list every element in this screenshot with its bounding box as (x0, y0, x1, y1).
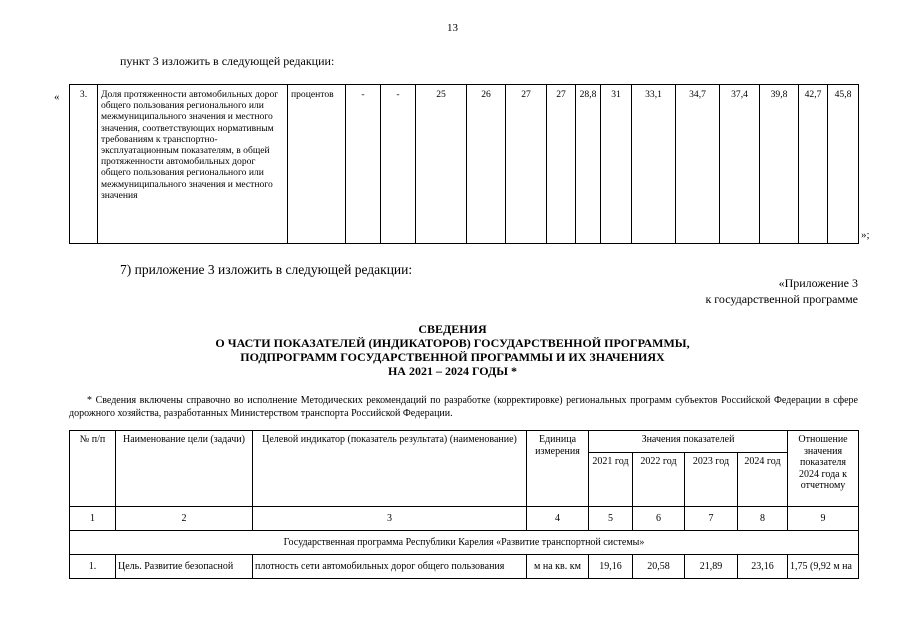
opening-quote: « (54, 91, 60, 103)
value-cell: 28,8 (576, 85, 601, 244)
appendix-label: «Приложение 3 (778, 276, 858, 290)
value-cell: 31 (601, 85, 632, 244)
col-number: 5 (589, 507, 633, 531)
page-number: 13 (447, 22, 458, 34)
value-cell: - (381, 85, 416, 244)
section-title: Государственная программа Республики Карелия «Развитие транспортной системы» (70, 531, 859, 555)
indicators-table (69, 430, 859, 579)
header-year: 2022 год (633, 453, 685, 507)
col-number: 1 (70, 507, 116, 531)
doc-title-line-4: НА 2021 – 2024 ГОДЫ * (387, 364, 518, 378)
row-value: 19,16 (589, 555, 633, 579)
row-number: 3. (70, 85, 98, 244)
col-number: 3 (253, 507, 527, 531)
row-value: 20,58 (633, 555, 685, 579)
header-num: № п/п (70, 431, 116, 507)
table-section-row (70, 531, 859, 555)
col-number: 4 (527, 507, 589, 531)
table-col-numbers (70, 507, 859, 531)
value-cell: 25 (416, 85, 467, 244)
table-header-row (70, 431, 859, 453)
header-indicator: Целевой индикатор (показатель результата) (наименование) (253, 431, 527, 507)
header-goal: Наименование цели (задачи) (116, 431, 253, 507)
footnote: * Сведения включены справочно во исполнение Методических рекомендаций по разработке (корректировке) региональных программ субъектов Российской Федерации в сфере дорожного хозяйства, разработанных Министерством транспорта Российской Федерации. (69, 395, 858, 419)
col-number: 8 (738, 507, 788, 531)
row-value: 21,89 (685, 555, 738, 579)
row-unit: м на кв. км (527, 555, 589, 579)
value-cell: 42,7 (799, 85, 828, 244)
value-cell: 45,8 (828, 85, 859, 244)
header-year: 2021 год (589, 453, 633, 507)
value-cell: 26 (467, 85, 506, 244)
intro-text-1: пункт 3 изложить в следующей редакции: (120, 54, 335, 68)
value-cell: - (346, 85, 381, 244)
intro-text-2: 7) приложение 3 изложить в следующей редакции: (120, 262, 413, 277)
indicator-table-row3 (69, 84, 859, 244)
closing-quote: »; (861, 229, 870, 241)
row-unit: процентов (288, 85, 346, 244)
row-value: 23,16 (738, 555, 788, 579)
header-year: 2024 год (738, 453, 788, 507)
col-number: 2 (116, 507, 253, 531)
row-ratio: 1,75 (9,92 м на (788, 555, 859, 579)
doc-title-line-3: ПОДПРОГРАММ ГОСУДАРСТВЕННОЙ ПРОГРАММЫ И ИХ ЗНАЧЕНИЯХ (240, 350, 665, 364)
col-number: 7 (685, 507, 738, 531)
table-row (70, 85, 859, 244)
appendix-subtitle: к государственной программе (705, 292, 858, 306)
header-values-group: Значения показателей (589, 431, 788, 453)
table-row (70, 555, 859, 579)
header-unit: Единица измерения (527, 431, 589, 507)
row-indicator: плотность сети автомобильных дорог общего пользования (253, 555, 527, 579)
value-cell: 33,1 (632, 85, 676, 244)
col-number: 9 (788, 507, 859, 531)
col-number: 6 (633, 507, 685, 531)
header-year: 2023 год (685, 453, 738, 507)
header-ratio: Отношение значения показателя 2024 года к отчетному (788, 431, 859, 507)
row-goal: Цель. Развитие безопасной (116, 555, 253, 579)
row-number: 1. (70, 555, 116, 579)
value-cell: 37,4 (720, 85, 760, 244)
value-cell: 34,7 (676, 85, 720, 244)
doc-title-line-1: СВЕДЕНИЯ (418, 322, 487, 336)
value-cell: 39,8 (760, 85, 799, 244)
value-cell: 27 (547, 85, 576, 244)
value-cell: 27 (506, 85, 547, 244)
row-description: Доля протяженности автомобильных дорог общего пользования регионального или межмуниципального значения и местного значения, соответствующих нормативным требованиям к транспортно-эксплуатационным показателям, в общей протяженности автомобильных дорог общего пользования регионального или межмуниципального значения и местного значения (98, 85, 288, 244)
doc-title-line-2: О ЧАСТИ ПОКАЗАТЕЛЕЙ (ИНДИКАТОРОВ) ГОСУДАРСТВЕННОЙ ПРОГРАММЫ, (215, 336, 690, 350)
